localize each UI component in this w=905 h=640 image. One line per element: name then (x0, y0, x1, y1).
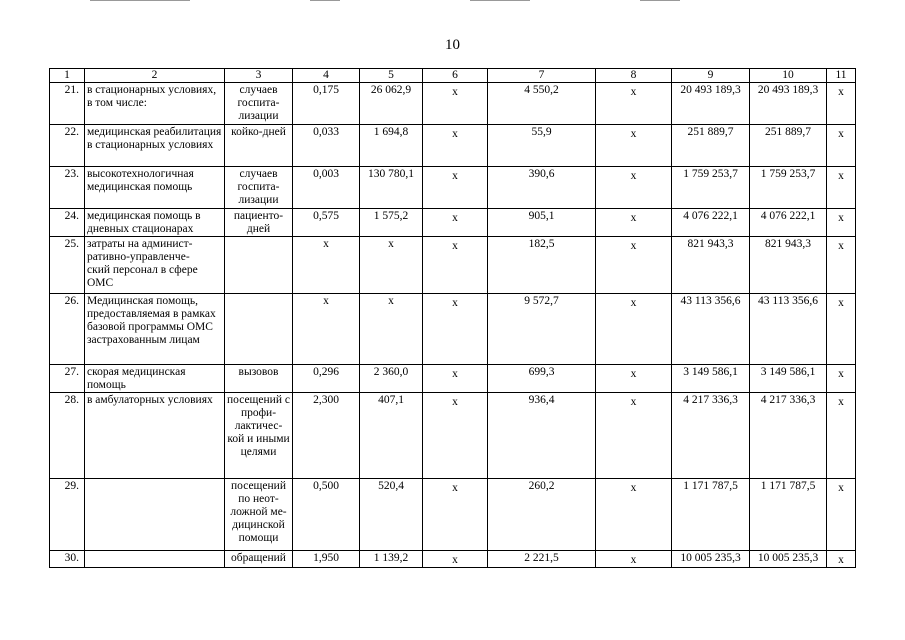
col11-cell: х (827, 83, 856, 125)
row-number-cell: 25. (50, 237, 85, 294)
norm-cell: 0,003 (293, 167, 360, 209)
col11-cell: х (827, 551, 856, 568)
norm-cell: 0,175 (293, 83, 360, 125)
column-header: 3 (225, 69, 293, 83)
column-header: 4 (293, 69, 360, 83)
table-row (50, 551, 856, 568)
top-rule-2 (310, 0, 340, 1)
page-number: 10 (445, 37, 460, 53)
unit-cell: случаев госпита- лизации (225, 167, 293, 209)
col7-cell: 936,4 (488, 393, 596, 479)
col6-cell: х (423, 294, 488, 365)
cost-cell: 2 360,0 (360, 365, 423, 393)
description-cell: высокотехнологичная медицинская помощь (85, 167, 225, 209)
norm-cell: х (293, 237, 360, 294)
budget-table (49, 68, 856, 568)
top-rule-3 (470, 0, 530, 1)
unit-cell: койко-дней (225, 125, 293, 167)
row-number-cell: 28. (50, 393, 85, 479)
description-cell: скорая медицинская помощь (85, 365, 225, 393)
column-header: 11 (827, 69, 856, 83)
unit-cell: пациенто- дней (225, 209, 293, 237)
cost-cell: х (360, 294, 423, 365)
table-row (50, 209, 856, 237)
cost-cell: 1 139,2 (360, 551, 423, 568)
row-number-cell: 21. (50, 83, 85, 125)
col6-cell: х (423, 393, 488, 479)
col10-cell: 251 889,7 (750, 125, 827, 167)
unit-cell (225, 294, 293, 365)
row-number-cell: 30. (50, 551, 85, 568)
col6-cell: х (423, 167, 488, 209)
col7-cell: 55,9 (488, 125, 596, 167)
table-row (50, 294, 856, 365)
col7-cell: 905,1 (488, 209, 596, 237)
unit-cell (225, 237, 293, 294)
cost-cell: 1 694,8 (360, 125, 423, 167)
row-number-cell: 24. (50, 209, 85, 237)
col11-cell: х (827, 167, 856, 209)
table-row (50, 167, 856, 209)
description-cell: затраты на админист- ративно-управленче- ский персонал в сфере ОМС (85, 237, 225, 294)
col7-cell: 2 221,5 (488, 551, 596, 568)
norm-cell: 0,500 (293, 479, 360, 551)
column-header: 2 (85, 69, 225, 83)
cost-cell: 1 575,2 (360, 209, 423, 237)
col7-cell: 699,3 (488, 365, 596, 393)
col6-cell: х (423, 479, 488, 551)
col11-cell: х (827, 237, 856, 294)
col9-cell: 3 149 586,1 (672, 365, 750, 393)
col6-cell: х (423, 551, 488, 568)
norm-cell: 0,033 (293, 125, 360, 167)
col8-cell: х (596, 125, 672, 167)
col8-cell: х (596, 237, 672, 294)
col8-cell: х (596, 83, 672, 125)
description-cell: в стационарных условиях, в том числе: (85, 83, 225, 125)
row-number-cell: 29. (50, 479, 85, 551)
col10-cell: 3 149 586,1 (750, 365, 827, 393)
col9-cell: 20 493 189,3 (672, 83, 750, 125)
col6-cell: х (423, 83, 488, 125)
header-row (50, 69, 856, 83)
description-cell: медицинская реабилитация в стационарных условиях (85, 125, 225, 167)
col11-cell: х (827, 365, 856, 393)
col9-cell: 821 943,3 (672, 237, 750, 294)
row-number-cell: 22. (50, 125, 85, 167)
col10-cell: 1 759 253,7 (750, 167, 827, 209)
description-cell (85, 551, 225, 568)
col9-cell: 1 759 253,7 (672, 167, 750, 209)
col8-cell: х (596, 479, 672, 551)
column-header: 6 (423, 69, 488, 83)
col8-cell: х (596, 551, 672, 568)
col10-cell: 10 005 235,3 (750, 551, 827, 568)
col9-cell: 4 076 222,1 (672, 209, 750, 237)
col6-cell: х (423, 365, 488, 393)
col9-cell: 43 113 356,6 (672, 294, 750, 365)
col11-cell: х (827, 294, 856, 365)
cost-cell: 26 062,9 (360, 83, 423, 125)
unit-cell: обращений (225, 551, 293, 568)
column-header: 5 (360, 69, 423, 83)
col11-cell: х (827, 393, 856, 479)
table-row (50, 237, 856, 294)
col10-cell: 4 217 336,3 (750, 393, 827, 479)
norm-cell: 1,950 (293, 551, 360, 568)
col6-cell: х (423, 209, 488, 237)
col11-cell: х (827, 209, 856, 237)
col8-cell: х (596, 365, 672, 393)
cost-cell: 130 780,1 (360, 167, 423, 209)
table-row (50, 393, 856, 479)
col9-cell: 251 889,7 (672, 125, 750, 167)
table-row (50, 365, 856, 393)
col8-cell: х (596, 167, 672, 209)
top-rule-4 (640, 0, 680, 1)
row-number-cell: 23. (50, 167, 85, 209)
col10-cell: 821 943,3 (750, 237, 827, 294)
col10-cell: 20 493 189,3 (750, 83, 827, 125)
col7-cell: 4 550,2 (488, 83, 596, 125)
norm-cell: 2,300 (293, 393, 360, 479)
column-header: 1 (50, 69, 85, 83)
col10-cell: 1 171 787,5 (750, 479, 827, 551)
table-row (50, 125, 856, 167)
col7-cell: 260,2 (488, 479, 596, 551)
norm-cell: 0,296 (293, 365, 360, 393)
col9-cell: 4 217 336,3 (672, 393, 750, 479)
col6-cell: х (423, 125, 488, 167)
top-rule-1 (90, 0, 190, 1)
unit-cell: посещений по неот- ложной ме- дицинской помощи (225, 479, 293, 551)
table-row (50, 83, 856, 125)
norm-cell: 0,575 (293, 209, 360, 237)
cost-cell: 520,4 (360, 479, 423, 551)
col8-cell: х (596, 209, 672, 237)
column-header: 7 (488, 69, 596, 83)
column-header: 9 (672, 69, 750, 83)
column-header: 8 (596, 69, 672, 83)
column-header: 10 (750, 69, 827, 83)
description-cell: Медицинская помощь, предоставляемая в рамках базовой программы ОМС застрахованным лицам (85, 294, 225, 365)
col7-cell: 390,6 (488, 167, 596, 209)
norm-cell: х (293, 294, 360, 365)
col8-cell: х (596, 393, 672, 479)
unit-cell: посещений с профи- лактичес- кой и иными целями (225, 393, 293, 479)
description-cell: в амбулаторных условиях (85, 393, 225, 479)
cost-cell: х (360, 237, 423, 294)
row-number-cell: 27. (50, 365, 85, 393)
col9-cell: 1 171 787,5 (672, 479, 750, 551)
unit-cell: вызовов (225, 365, 293, 393)
description-cell (85, 479, 225, 551)
col10-cell: 43 113 356,6 (750, 294, 827, 365)
col8-cell: х (596, 294, 672, 365)
description-cell: медицинская помощь в дневных стационарах (85, 209, 225, 237)
row-number-cell: 26. (50, 294, 85, 365)
table-row (50, 479, 856, 551)
col7-cell: 9 572,7 (488, 294, 596, 365)
cost-cell: 407,1 (360, 393, 423, 479)
col11-cell: х (827, 479, 856, 551)
col7-cell: 182,5 (488, 237, 596, 294)
col6-cell: х (423, 237, 488, 294)
col9-cell: 10 005 235,3 (672, 551, 750, 568)
col11-cell: х (827, 125, 856, 167)
col10-cell: 4 076 222,1 (750, 209, 827, 237)
unit-cell: случаев госпита- лизации (225, 83, 293, 125)
